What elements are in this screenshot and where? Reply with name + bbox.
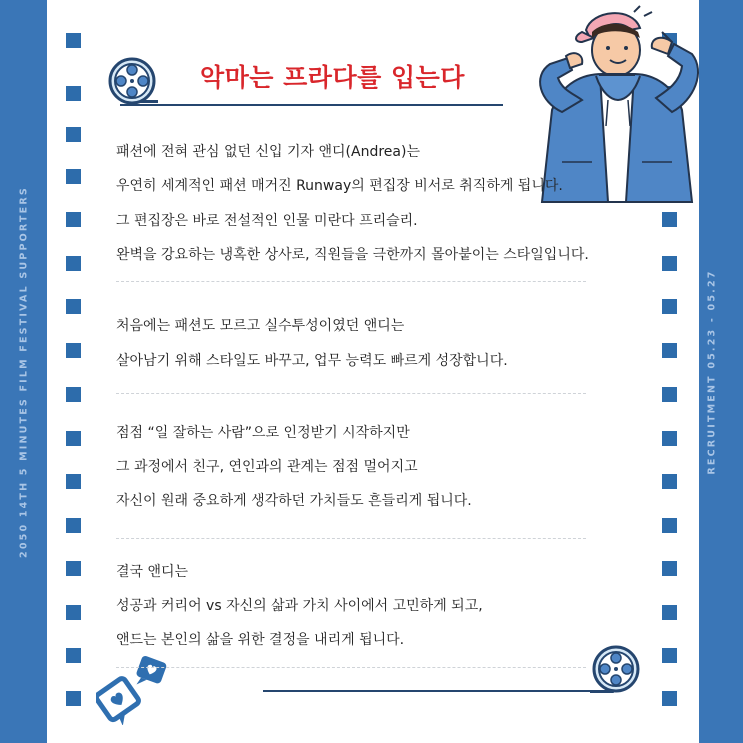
film-hole bbox=[66, 691, 81, 706]
film-hole bbox=[66, 33, 81, 48]
body-line: 앤드는 본인의 삶을 위한 결정을 내리게 됩니다. bbox=[116, 632, 405, 648]
page-title: 악마는 프라다를 입는다 bbox=[200, 63, 465, 92]
film-hole bbox=[662, 605, 677, 620]
body-line: 점점 “일 잘하는 사람”으로 인정받기 시작하지만 bbox=[116, 425, 410, 441]
film-hole bbox=[662, 431, 677, 446]
film-hole bbox=[662, 299, 677, 314]
film-hole bbox=[66, 86, 81, 101]
dashed-divider bbox=[116, 538, 586, 539]
film-hole bbox=[66, 648, 81, 663]
film-hole bbox=[66, 127, 81, 142]
film-hole bbox=[66, 605, 81, 620]
body-line: 패션에 전혀 관심 없던 신입 기자 앤디(Andrea)는 bbox=[116, 144, 420, 160]
film-hole bbox=[66, 474, 81, 489]
side-caption-right: RECRUITMENT 05.23 - 05.27 bbox=[706, 269, 718, 475]
film-hole bbox=[662, 561, 677, 576]
body-line: 자신이 원래 중요하게 생각하던 가치들도 흔들리게 됩니다. bbox=[116, 493, 472, 509]
film-hole bbox=[662, 691, 677, 706]
film-hole bbox=[66, 561, 81, 576]
film-hole bbox=[662, 387, 677, 402]
film-hole bbox=[662, 256, 677, 271]
film-hole bbox=[66, 387, 81, 402]
body-line: 그 과정에서 친구, 연인과의 관계는 점점 멀어지고 bbox=[116, 459, 418, 475]
title-underline bbox=[120, 104, 503, 106]
film-hole bbox=[662, 648, 677, 663]
body-line: 살아남기 위해 스타일도 바꾸고, 업무 능력도 빠르게 성장합니다. bbox=[116, 353, 508, 369]
film-hole bbox=[662, 518, 677, 533]
dashed-divider bbox=[116, 281, 586, 282]
film-hole bbox=[662, 474, 677, 489]
dashed-divider bbox=[116, 393, 586, 394]
film-hole bbox=[66, 256, 81, 271]
dashed-divider bbox=[116, 667, 586, 668]
film-hole bbox=[66, 212, 81, 227]
film-hole bbox=[66, 431, 81, 446]
film-hole bbox=[662, 343, 677, 358]
film-hole bbox=[66, 518, 81, 533]
body-line: 우연히 세계적인 패션 매거진 Runway의 편집장 비서로 취직하게 됩니다. bbox=[116, 178, 563, 194]
film-hole bbox=[66, 299, 81, 314]
body-line: 완벽을 강요하는 냉혹한 상사로, 직원들을 극한까지 몰아붙이는 스타일입니다. bbox=[116, 247, 589, 263]
film-reel-icon bbox=[104, 55, 162, 107]
film-hole bbox=[66, 343, 81, 358]
film-hole bbox=[662, 212, 677, 227]
speech-heart-icon bbox=[96, 655, 176, 725]
side-caption-left: 2050 14TH 5 MINUTES FILM FESTIVAL SUPPORTERS bbox=[18, 186, 30, 558]
body-line: 결국 앤디는 bbox=[116, 564, 189, 580]
film-hole bbox=[66, 169, 81, 184]
body-line: 그 편집장은 바로 전설적인 인물 미란다 프리슬리. bbox=[116, 213, 418, 229]
body-line: 처음에는 패션도 모르고 실수투성이였던 앤디는 bbox=[116, 318, 405, 334]
bottom-rule bbox=[263, 690, 598, 692]
film-reel-icon bbox=[588, 643, 644, 697]
body-line: 성공과 커리어 vs 자신의 삶과 가치 사이에서 고민하게 되고, bbox=[116, 598, 483, 614]
